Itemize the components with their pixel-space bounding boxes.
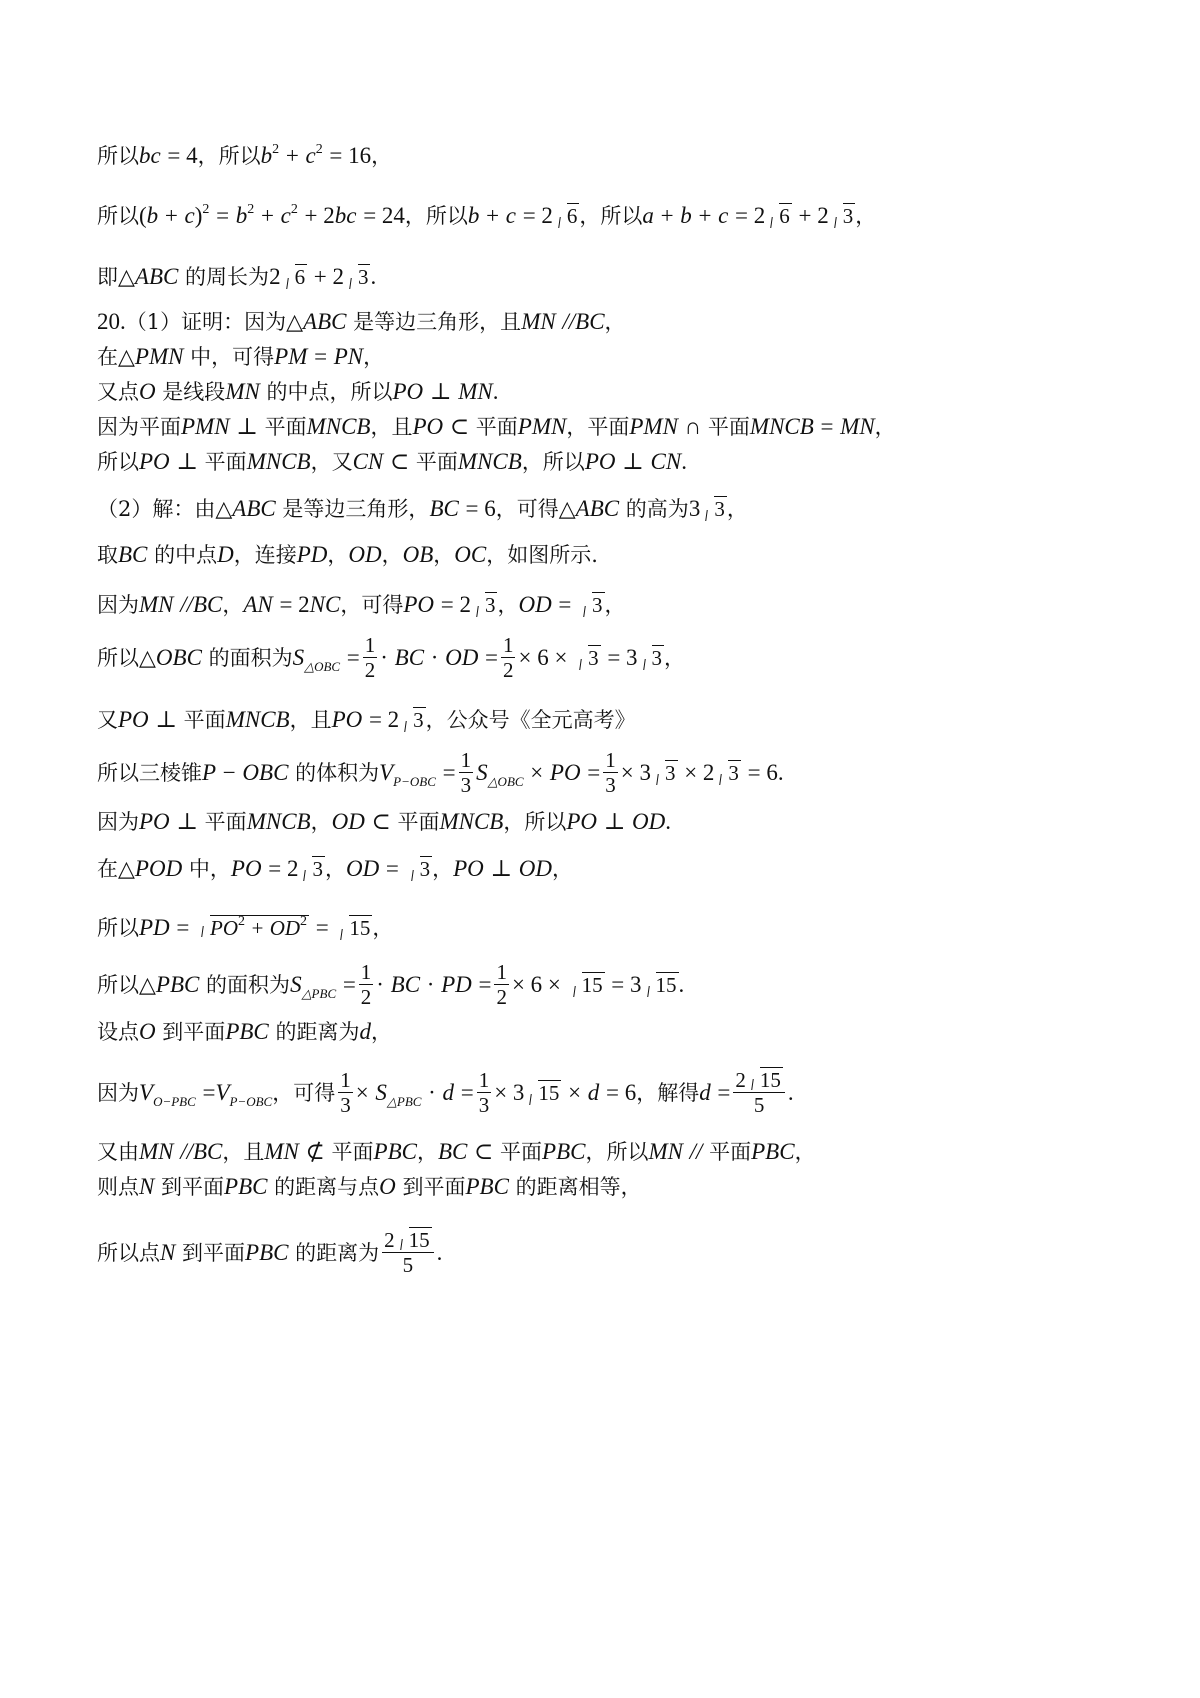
line-4: 20.（1）证明：因为△ABC 是等边三角形，且MN //BC， [97, 309, 626, 335]
line-14: 所以三棱锥P − OBC 的体积为$V_{P-OBC}$ = $\frac{1}{3}$ $S_{\triangle OBC}$ × PO = $\frac{1}{3}$ × 3 3 × 2 3 = 6. [97, 748, 784, 798]
line-10: 取BC 的中点D，连接PD，OD，OB，OC，如图所示. [97, 542, 598, 567]
line-23: 所以点N 到平面PBC 的距离为 $\frac{2 15}{5}$ . [97, 1228, 443, 1278]
line-5: 在△PMN 中，可得PM = PN， [97, 344, 385, 370]
line-1: 所以bc = 4，所以$b^2 + c^2 = 16$， [97, 142, 393, 168]
line-20: 因为$V_{O-PBC} =V_{P-OBC}$，可得 $\frac{1}{3}$ × $S_{\triangle PBC} \cdot d$ = $\frac{1}{3}$ × 3 15 × d = 6，解得d = $\frac{2 15}{5}$ . [97, 1068, 794, 1118]
line-9: （2）解：由△ABC 是等边三角形，BC = 6，可得△ABC 的高为3 3， [97, 496, 748, 522]
line-19: 设点O 到平面PBC 的距离为d， [97, 1019, 392, 1044]
line-8: 所以PO ⊥ 平面MNCB，又CN ⊂ 平面MNCB，所以PO ⊥ CN. [97, 449, 687, 474]
line-22: 则点N 到平面PBC 的距离与点O 到平面PBC 的距离相等， [97, 1174, 642, 1199]
line-3: 即△ABC 的周长为2 6 + 2 3. [97, 264, 377, 290]
line-11: 因为MN //BC，AN = 2NC，可得PO = 2 3，OD = 3， [97, 592, 626, 617]
line-17: 所以PD = $PO^2 + OD^2 = 15$， [97, 914, 394, 940]
line-7: 因为平面PMN ⊥ 平面MNCB，且PO ⊂ 平面PMN，平面PMN ∩ 平面MNCB = MN， [97, 414, 896, 439]
line-16: 在△POD 中，PO = 2 3，OD = 3，PO ⊥ OD， [97, 856, 573, 882]
line-13: 又PO ⊥ 平面MNCB，且PO = 2 3，公众号《全元高考》 [97, 707, 636, 732]
line-15: 因为PO ⊥ 平面MNCB，OD ⊂ 平面MNCB，所以PO ⊥ OD. [97, 809, 672, 834]
line-2: 所以$(b + c)^2 = b^2 + c^2 + 2bc = 24$，所以b + c = 2 6，所以a + b + c = 2 6 + 2 3， [97, 202, 877, 228]
line-6: 又点O 是线段MN 的中点，所以PO ⊥ MN. [97, 379, 499, 404]
line-12: 所以△OBC 的面积为$S_{\triangle OBC}$ = $\frac{1}{2}$ · BC · OD = $\frac{1}{2}$ × 6 × 3 = 3 3， [97, 633, 686, 683]
line-18: 所以△PBC 的面积为$S_{\triangle PBC}$ = $\frac{1}{2}$ · BC · PD = $\frac{1}{2}$ × 6 × 15 = 3 15. [97, 960, 685, 1010]
line-21: 又由MN //BC，且MN ⊄ 平面PBC，BC ⊂ 平面PBC，所以MN // 平面PBC， [97, 1139, 816, 1164]
